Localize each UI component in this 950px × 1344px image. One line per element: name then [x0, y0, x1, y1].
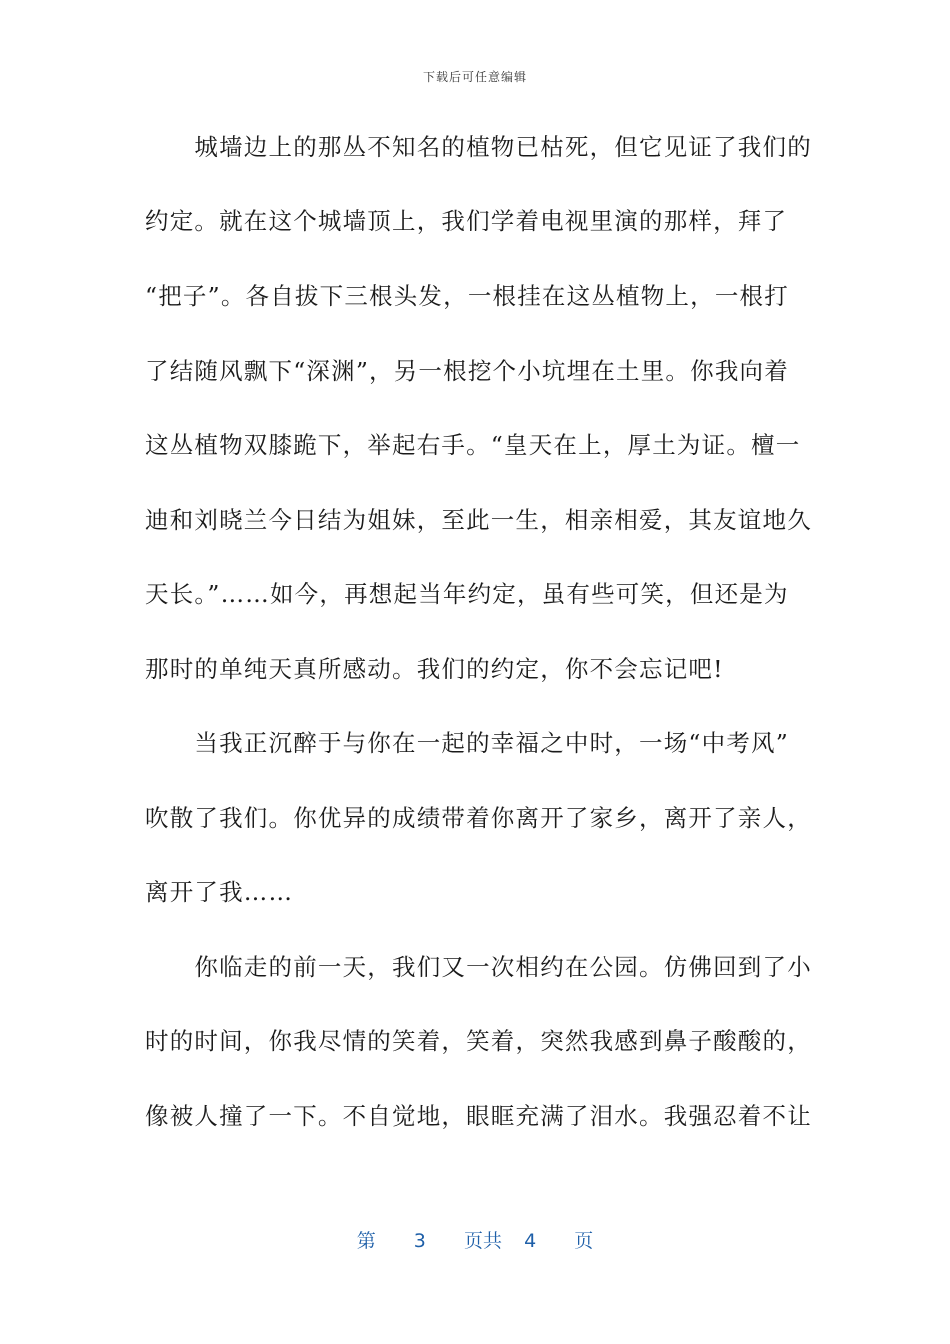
text-line: 当我正沉醉于与你在一起的幸福之中时，一场“中考风”: [145, 729, 789, 757]
page-footer: [0, 1226, 950, 1253]
text-line: 离开了我……: [145, 878, 294, 906]
footer-middle: 页共: [463, 1230, 502, 1252]
text-line: 像被人撞了一下。不自觉地，眼眶充满了泪水。我强忍着不让: [145, 1102, 812, 1130]
text-line: 约定。就在这个城墙顶上，我们学着电视里演的那样，拜了: [145, 207, 788, 235]
text-line: 了结随风飘下“深渊”，另一根挖个小坑埋在土里。你我向着: [145, 357, 789, 385]
text-line: 天长。”……如今，再想起当年约定，虽有些可笑，但还是为: [145, 580, 789, 608]
text-line: 城墙边上的那丛不知名的植物已枯死，但它见证了我们的: [145, 133, 812, 161]
text-line: 这丛植物双膝跪下，举起右手。“皇天在上，厚土为证。檀一: [145, 431, 801, 459]
text-line: 迪和刘晓兰今日结为姐妹，至此一生，相亲相爱，其友谊地久: [145, 506, 812, 534]
current-page-number: 3: [413, 1230, 426, 1252]
text-line: “把子”。各自拔下三根头发，一根挂在这丛植物上，一根打: [145, 282, 789, 310]
footer-suffix: 页: [574, 1230, 594, 1252]
footer-prefix: 第: [356, 1230, 376, 1252]
text-line: 你临走的前一天，我们又一次相约在公园。仿佛回到了小: [145, 953, 812, 981]
header-note: 下载后可任意编辑: [422, 70, 527, 84]
text-line: 吹散了我们。你优异的成绩带着你离开了家乡，离开了亲人，: [145, 804, 812, 832]
total-pages-number: 4: [524, 1230, 537, 1252]
text-line: 时的时间，你我尽情的笑着，笑着，突然我感到鼻子酸酸的，: [145, 1027, 812, 1055]
text-line: 那时的单纯天真所感动。我们的约定，你不会忘记吧!: [145, 655, 724, 683]
